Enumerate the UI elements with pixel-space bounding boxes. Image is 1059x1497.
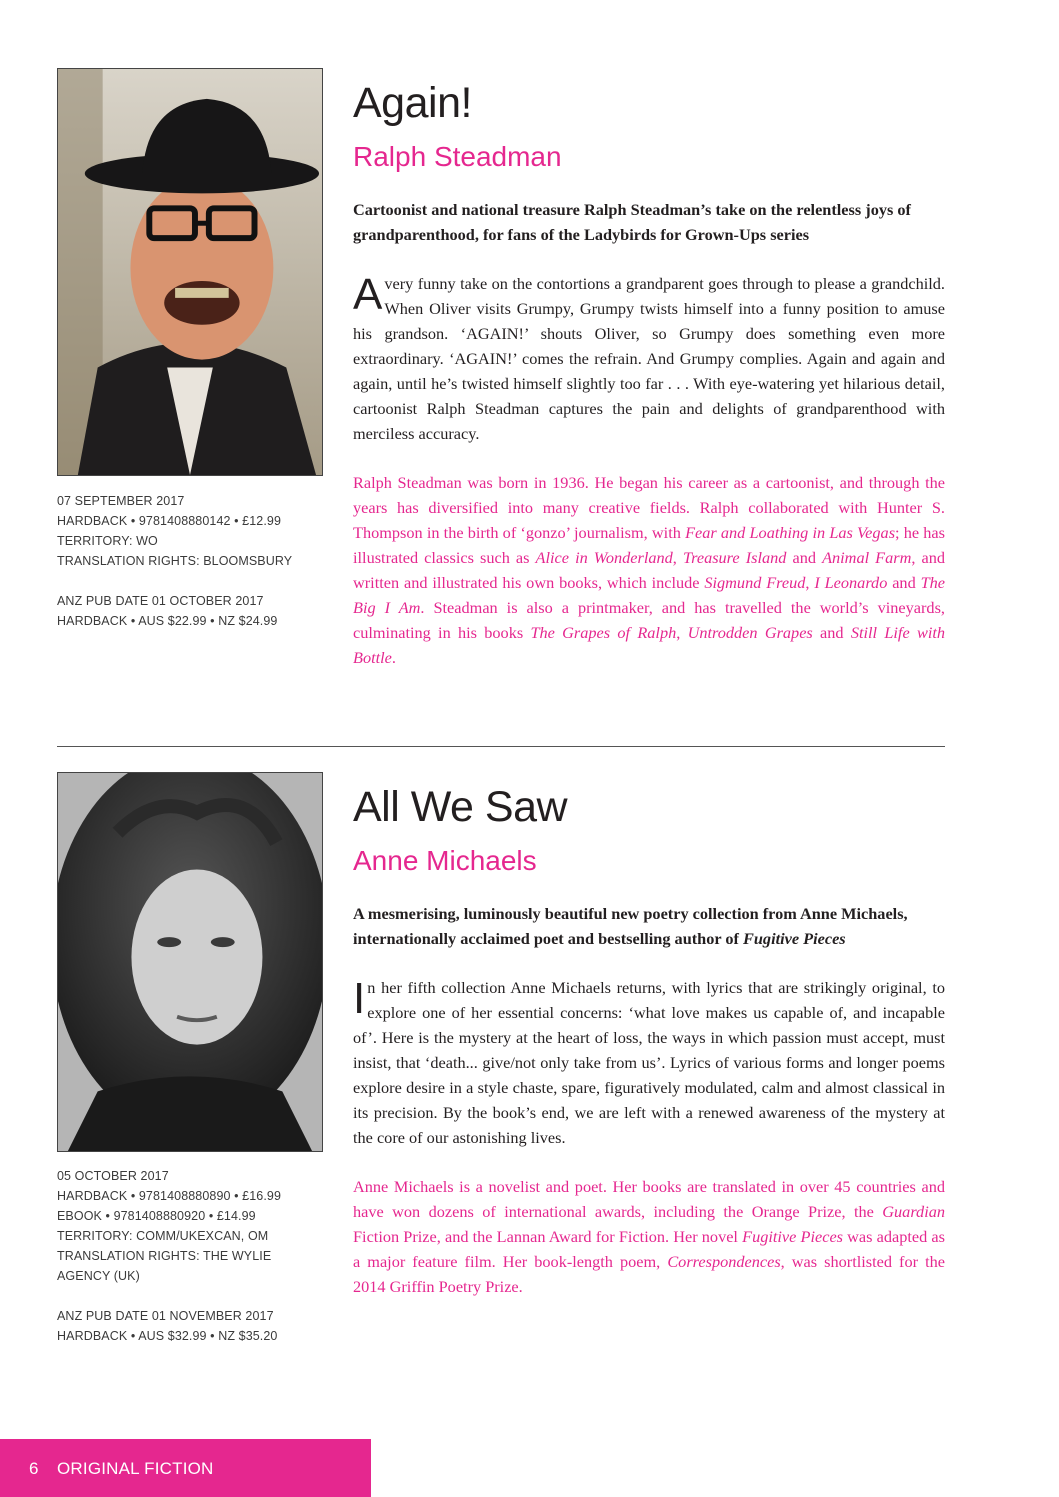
italic-title: Still Life with Bottle (353, 623, 946, 667)
meta-line: HARDBACK • 9781408880142 • £12.99 (57, 514, 282, 528)
drop-cap: A (353, 270, 383, 319)
author-bio (353, 1174, 945, 1299)
drop-cap: I (353, 974, 366, 1023)
text-run: . (391, 648, 396, 667)
text-run: Ralph Steadman was born in 1936. He began his career as a cartoonist, and through the years has diversified into many creative fields. Ralph collaborated with Hunter S. Thompson in the birth of ‘gonzo’ journalism, with (353, 473, 945, 542)
section-divider (57, 746, 945, 747)
section-label: ORIGINAL FICTION (57, 1459, 214, 1478)
italic-title: Correspondences (667, 1252, 781, 1271)
text-run: ; he has illustrated classics such as (353, 523, 945, 567)
page-number: 6 (29, 1459, 39, 1478)
italic-title: Guardian (882, 1202, 945, 1221)
book-description (353, 271, 945, 446)
meta-line: 05 OCTOBER 2017 (57, 1169, 169, 1183)
description-text: n her fifth collection Anne Michaels returns, with lyrics that are strikingly original, to explore one of her essential concerns: ‘what love makes us capable of, and incapable of’. Here is the mystery at the heart of loss, the ways in which passion must accept, must insist, that ‘death... give/not only take from us’. Lyrics of various forms and longer poems explore desire in a style chaste, spare, figuratively modulated, calm and almost classical in its precision. By the book’s end, we are left with a renewed awareness of the mystery at the core of our astonishing lives. (353, 978, 945, 1147)
book-entry (353, 782, 945, 1299)
italic-title: Fugitive Pieces (742, 1227, 844, 1246)
meta-line: HARDBACK • AUS $32.99 • NZ $35.20 (57, 1329, 278, 1343)
meta-line: TERRITORY: WO (57, 534, 158, 548)
author-bio (353, 470, 945, 670)
text-run: , (672, 548, 683, 567)
author-name: Ralph Steadman (353, 141, 562, 172)
italic-title: Alice in Wonderland (535, 548, 673, 567)
page-footer (0, 1439, 371, 1497)
author-photo-anne-michaels (57, 772, 323, 1152)
book-description (353, 975, 945, 1150)
italic-title: Untrodden Grapes (687, 623, 813, 642)
italic-title: The Big I Am (353, 573, 945, 617)
meta-line: EBOOK • 9781408880920 • £14.99 (57, 1209, 256, 1223)
author-photo-ralph-steadman (57, 68, 323, 476)
book-title: Again! (353, 79, 472, 127)
text-run: . Steadman is also a printmaker, and has travelled the world’s vineyards, culminating in his books (353, 598, 945, 642)
italic-title: Treasure Island (682, 548, 787, 567)
text-run: , (676, 623, 688, 642)
text-run: and (786, 548, 823, 567)
meta-line: ANZ PUB DATE 01 OCTOBER 2017 (57, 594, 264, 608)
text-run: Anne Michaels is a novelist and poet. Her books are translated in over 45 countries and have won dozens of international awards, including the Orange Prize, the (353, 1177, 945, 1221)
meta-line: HARDBACK • AUS $22.99 • NZ $24.99 (57, 614, 278, 628)
text-run: A mesmerising, luminously beautiful new poetry collection from Anne Michaels, internationally acclaimed poet and bestselling author of (353, 904, 908, 948)
italic-title: The Grapes of Ralph (530, 623, 677, 642)
meta-line: TRANSLATION RIGHTS: BLOOMSBURY (57, 554, 293, 568)
italic-title: Fear and Loathing in Las Vegas (685, 523, 896, 542)
book-details (57, 491, 323, 631)
text-run: and (812, 623, 851, 642)
italic-title: I Leonardo (814, 573, 888, 592)
italic-title: Animal Farm (822, 548, 912, 567)
text-run: was adapted as a major feature film. Her book-length poem, (353, 1227, 945, 1271)
meta-line: HARDBACK • 9781408880890 • £16.99 (57, 1189, 282, 1203)
italic-title: Fugitive Pieces (743, 929, 846, 948)
book-title: All We Saw (353, 783, 568, 831)
text-run: , and written and illustrated his own books, which include (353, 548, 946, 592)
book-entry (353, 78, 945, 670)
text-run: , (805, 573, 815, 592)
description-text: very funny take on the contortions a grandparent goes through to please a grandchild. When Oliver visits Grumpy, Grumpy twists himself into a funny position to amuse his grandson. ‘AGAIN!’ shouts Oliver, so Grumpy does something even more extraordinary. ‘AGAIN!’ comes the refrain. And Grumpy complies. Again and again and again, until he’s twisted himself slightly too far . . . With eye-watering yet hilarious detail, cartoonist Ralph Steadman captures the pain and delights of grandparenthood with merciless accuracy. (353, 274, 945, 443)
meta-line: ANZ PUB DATE 01 NOVEMBER 2017 (57, 1309, 274, 1323)
book-lead: Cartoonist and national treasure Ralph Steadman’s take on the relentless joys of grandparenthood, for fans of the Ladybirds for Grown-Ups series (353, 200, 911, 244)
italic-title: Sigmund Freud (704, 573, 806, 592)
text-run: Fiction Prize, and the Lannan Award for Fiction. Her novel (353, 1227, 743, 1246)
author-name: Anne Michaels (353, 845, 537, 876)
book-details (57, 1166, 323, 1346)
meta-line: TERRITORY: COMM/UKEXCAN, OM (57, 1229, 269, 1243)
text-run: , was shortlisted for the 2014 Griffin Poetry Prize. (353, 1252, 945, 1296)
text-run: and (887, 573, 921, 592)
book-lead (353, 901, 945, 951)
meta-line: TRANSLATION RIGHTS: THE WYLIE AGENCY (UK) (57, 1249, 272, 1283)
meta-line: 07 SEPTEMBER 2017 (57, 494, 185, 508)
